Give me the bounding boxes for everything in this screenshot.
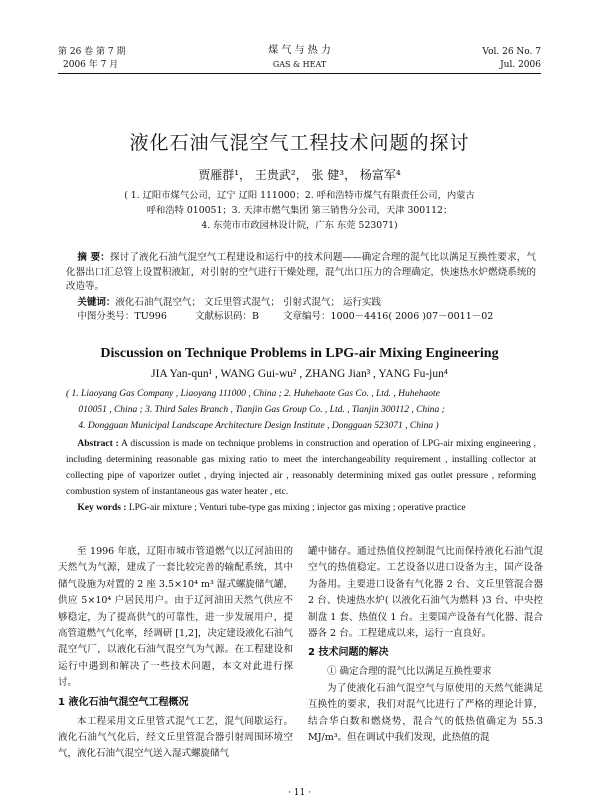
abstract-cn-label: 摘 要： xyxy=(77,252,110,263)
affiliation-cn-line: ( 1. 辽阳市煤气公司，辽宁 辽阳 111000；2. 呼和浩特市煤气有限责任公司，内蒙古 xyxy=(124,190,475,201)
body-left-column xyxy=(58,544,293,763)
affiliations-cn xyxy=(0,188,599,233)
abstract-cn-text: 探讨了液化石油气混空气工程建设和运行中的技术问题——确定合理的混气比以满足互换性要求，气化器出口汇总管上设置积液缸，对引射的空气进行干燥处理，混气出口压力的合理确定，快速热水炉燃烧系统的改造等。 xyxy=(66,252,536,292)
section-2-paragraph: 为了使液化石油气混空气与原使用的天然气能满足互换性的要求，我们对混气比进行了严格的理论计算，结合华白数和燃烧势，混合气的低热值确定为 55.3 MJ/m³。但在调试中我们发现，此热值的混 xyxy=(308,682,543,744)
classification-doc: 文献标识码：B xyxy=(194,311,259,322)
affiliation-en-line: 4. Dongguan Municipal Landscape Architecture Design Institute , Dongguan 523071 , China ) xyxy=(78,421,439,431)
authors-cn: 贾雁群¹， 王贵武²， 张 健³， 杨富军⁴ xyxy=(198,168,401,182)
abstract-en-text: A discussion is made on technique problems in construction and operation of LPG-air mixing engineering , including determining reasonable gas mixing ratio to meet the interchangeability requirement , installing collector at collecting pipe of vaporizer outlet , drying injected air , reasonably determining mixed gas outlet pressure , reforming combustion system of instantaneous gas water heater , etc. xyxy=(66,439,536,497)
affiliation-cn-line: 4. 东莞市市政园林设计院，广东 东莞 523071) xyxy=(201,220,398,231)
body-continued-paragraph: 罐中储存。通过热值仪控制混气比而保持液化石油气混空气的热值稳定。工艺设备以进口设备为主，国产设备为备用。主要进口设备有气化器 2 台、文丘里管混合器 2 台、快速热水炉( 以液化石油气为燃料 )3 台、中央控制盘 1 套、热值仪 1 台。主要国产设备有气化器、混合器各 2 台。工程建成以来，运行一直良好。 xyxy=(308,546,543,640)
header-volume-cn: 第 26 卷 第 7 期 xyxy=(58,47,126,57)
abstract-en-label: Abstract : xyxy=(77,439,119,449)
header-volume-en: Vol. 26 No. 7 xyxy=(482,47,541,57)
classification-clc: 中图分类号：TU996 xyxy=(77,311,167,322)
authors-en: JIA Yan-qun¹ , WANG Gui-wu² , ZHANG Jian³ , YANG Fu-jun⁴ xyxy=(151,368,448,380)
page-number: · 11 · xyxy=(288,788,311,798)
affiliation-en-line: 010051 , China ; 3. Third Sales Branch , Tianjin Gas Group Co. , Ltd. , Tianjin 300112 , China ; xyxy=(78,405,445,415)
header-date-en: Jul. 2006 xyxy=(500,60,541,70)
keywords-cn-label: 关键词： xyxy=(77,296,116,308)
abstract-en xyxy=(66,436,536,516)
body-right-column xyxy=(308,544,543,746)
header-rule xyxy=(58,73,541,74)
body-intro-paragraph: 至 1996 年底，辽阳市城市管道燃气以辽河油田的天然气为气源，建成了一套比较完善的输配系统，其中储气设施为对置的 2 座 3.5×10⁴ m³ 湿式螺旋储气罐，供应 5×10⁴ 户居民用户。由于辽河油田天然气供应不够稳定，为了提高供气的可靠性，进一步发展用户，提高管道燃气气化率，经调研 [1,2]，决定建设液化石油气混空气厂，以液化石油气混空气为气源。在工程建设和运行中遇到和解决了一些技术问题，本文对此进行探讨。 xyxy=(58,546,293,689)
section-2-heading: 2 技术问题的解决 xyxy=(308,647,389,659)
affiliations-en xyxy=(66,386,536,434)
keywords-en-text: LPG-air mixture ; Venturi tube-type gas mixing ; injector gas mixing ; operative practice xyxy=(126,503,466,513)
affiliation-cn-line: 呼和浩特 010051；3. 天津市燃气集团 第三销售分公司，天津 300112； xyxy=(146,205,453,216)
header-journal-en: GAS & HEAT xyxy=(272,60,327,69)
section-1-paragraph: 本工程采用文丘里管式混气工艺，混气间歇运行。液化石油气气化后，经文丘里管混合器引射周围环境空气，液化石油气混空气送入湿式螺旋储气 xyxy=(58,715,293,760)
affiliation-en-line: ( 1. Liaoyang Gas Company , Liaoyang 111000 , China ; 2. Huhehaote Gas Co. , Ltd. , Huhehaote xyxy=(66,389,440,399)
title-en: Discussion on Technique Problems in LPG-air Mixing Engineering xyxy=(100,346,499,361)
keywords-cn-text: 液化石油气混空气； 文丘里管式混气； 引射式混气； 运行实践 xyxy=(115,296,381,308)
section-1-heading: 1 液化石油气混空气工程概况 xyxy=(58,696,189,708)
classification-id: 文章编号：1000－4416( 2006 )07－0011－02 xyxy=(282,311,494,322)
title-cn: 液化石油气混空气工程技术问题的探讨 xyxy=(129,132,470,154)
header-journal-cn: 煤 气 与 热 力 xyxy=(268,45,331,56)
section-2-subheading: ① 确定合理的混气比以满足互换性要求 xyxy=(327,666,492,678)
header-date-cn: 2006 年 7 月 xyxy=(63,60,119,70)
abstract-cn xyxy=(66,251,536,325)
keywords-en-label: Key words : xyxy=(77,503,127,513)
